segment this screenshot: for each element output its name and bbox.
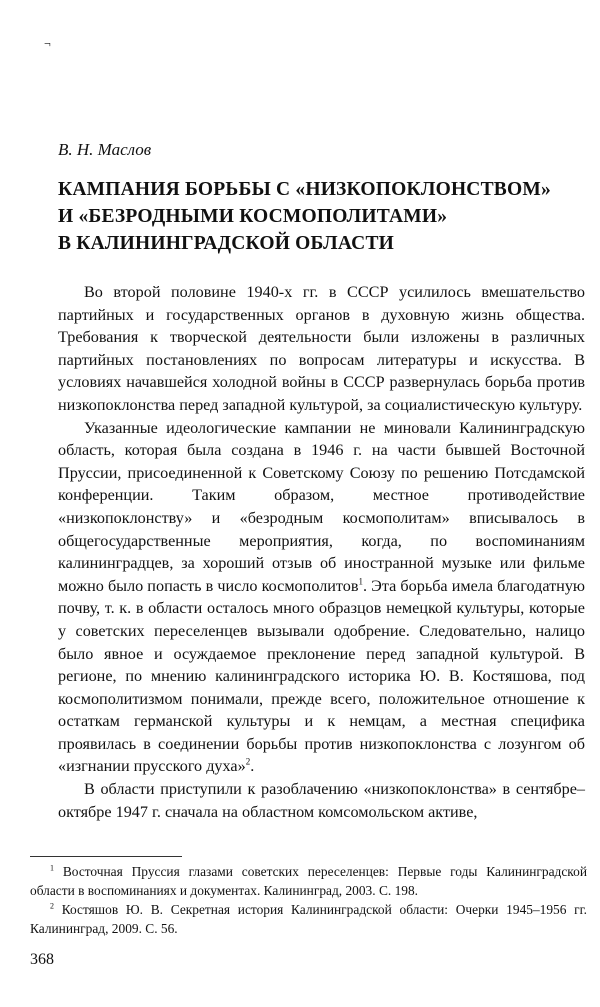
paragraph-3: В области приступили к разоблачению «низкопоклонства» в сентябре–октябре 1947 г. сначала на областном комсомольском активе, [58, 780, 585, 821]
page-number: 368 [30, 951, 54, 968]
footnote-number: 2 [50, 901, 54, 911]
paragraph-2-part-a: Указанные идеологические кампании не миновали Калининградскую область, которая была создана в 1946 г. на части бывшей Восточной Пруссии, присоединенной к Советскому Союзу по решению Потсдамской конференции. Таким образом, местное противодействие «низкопоклонству» и «безродным космополитам» вписывалось в общегосударственные мероприятия, когда, по воспоминаниям калининградцев, за хороший отзыв об иностранной музыке или фильме можно было попасть в число космополитов [58, 418, 585, 595]
title-line-1: КАМПАНИЯ БОРЬБЫ С «НИЗКОПОКЛОНСТВОМ» [58, 179, 551, 200]
footnote-text: Костяшов Ю. В. Секретная история Калининградской области: Очерки 1945–1956 гг. Калининград, 2009. С. 56. [30, 902, 587, 936]
footnotes [30, 862, 587, 938]
footnote-ref-2: 2 [245, 757, 251, 768]
paragraph-2 [58, 417, 585, 779]
footnote-1 [30, 862, 587, 900]
footnote-number: 1 [50, 863, 54, 873]
paragraph-1: Во второй половине 1940-х гг. в СССР усилилось вмешательство партийных и государственных органов в духовную жизнь общества. Требования к творческой деятельности были изложены в различных партийных постановлениях по вопросам литературы и искусства. В условиях начавшейся холодной войны в СССР развернулась борьба против низкопоклонства перед западной культурой, за социалистическую культуру. [58, 283, 585, 414]
corner-mark: ¬ [44, 36, 51, 50]
paragraph-2-part-c: . [250, 757, 255, 776]
article-body [58, 281, 585, 823]
footnote-text: Восточная Пруссия глазами советских переселенцев: Первые годы Калининградской области в воспоминаниях и документах. Калининград, 2003. С. 198. [30, 864, 587, 898]
footnote-ref-1: 1 [358, 576, 364, 587]
footnote-divider [30, 856, 182, 857]
title-line-2: И «БЕЗРОДНЫМИ КОСМОПОЛИТАМИ» [58, 206, 448, 227]
paragraph-2-part-b: . Эта борьба имела благодатную почву, т. к. в области осталось много образцов немецкой культуры, которые у советских переселенцев вызывали одобрение. Следовательно, налицо было явное и осуждаемое преклонение перед западной культурой. В регионе, по мнению калининградского историка Ю. В. Костяшова, под космополитизмом понимали, прежде всего, положительное отношение к остаткам германской культуры и к немцам, а местная специфика проявилась в соединении борьбы против низкопоклонства с лозунгом об «изгнании прусского духа» [58, 576, 586, 776]
title-line-3: В КАЛИНИНГРАДСКОЙ ОБЛАСТИ [58, 233, 395, 254]
footnote-2 [30, 900, 587, 938]
article-title [58, 176, 588, 257]
author-name: В. Н. Маслов [58, 140, 152, 159]
